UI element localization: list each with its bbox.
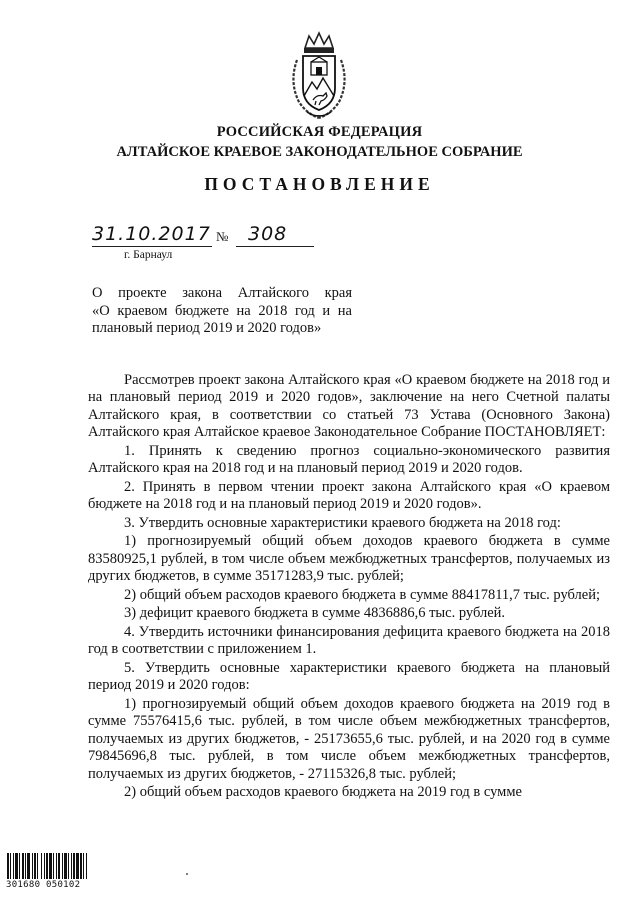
barcode-bars-icon (6, 853, 120, 879)
document-subject (92, 285, 352, 338)
document-title: ПОСТАНОВЛЕНИЕ (204, 174, 435, 194)
body-paragraph: 1. Принять к сведению прогноз социально-экономического развития Алтайского края на 2018 год и на плановый период 2019 и 2020 годов. (88, 442, 610, 477)
body-paragraph: 2. Принять в первом чтении проект закона Алтайского края «О краевом бюджете на 2018 год и на плановый период 2019 и 2020 годов». (88, 478, 610, 513)
body-paragraph: 2) общий объем расходов краевого бюджета в сумме 88417811,7 тыс. рублей; (124, 586, 601, 603)
date-number-row (92, 222, 332, 248)
handwritten-date: 31.10.2017 (92, 223, 211, 245)
assembly-heading: АЛТАЙСКОЕ КРАЕВОЕ ЗАКОНОДАТЕЛЬНОЕ СОБРАНИЕ (116, 144, 523, 160)
body-paragraph: Рассмотрев проект закона Алтайского края «О краевом бюджете на 2018 год и на плановый период 2019 и 2020 годов», заключение на него Счетной палаты Алтайского края, в соответствии со статьей 73 Устава (Основного Закона) Алтайского края Алтайское краевое Законодательное Собрание ПОСТАНОВЛЯЕТ: (88, 372, 610, 441)
body-paragraph: 1) прогнозируемый общий объем доходов краевого бюджета в сумме 83580925,1 рублей, в том числе объем межбюджетных трансфертов, получаемых из других бюджетов, в сумме 35171283,9 тыс. рублей; (88, 533, 610, 585)
document-body (88, 372, 610, 802)
body-paragraph: 3) дефицит краевого бюджета в сумме 4836886,6 тыс. рублей. (124, 605, 506, 622)
barcode (6, 853, 120, 891)
body-paragraph: 4. Утвердить источники финансирования дефицита краевого бюджета на 2018 год в соответствии с приложением 1. (88, 624, 610, 658)
city-label: г. Барнаул (124, 249, 173, 261)
coat-of-arms-emblem (283, 30, 355, 122)
subject-line: «О краевом бюджете на 2018 год и на (92, 302, 352, 319)
body-paragraph: 3. Утвердить основные характеристики краевого бюджета на 2018 год: (124, 514, 561, 531)
subject-line: плановый период 2019 и 2020 годов» (92, 320, 322, 336)
body-paragraph: 1) прогнозируемый общий объем доходов краевого бюджета на 2019 год в сумме 75576415,6 тыс. рублей, в том числе объем межбюджетных трансфертов, получаемых из других бюджетов, - 25173655,6 тыс. рублей, и на 2020 год в сумме 79845696,8 тыс. рублей, в том числе объем межбюджетных трансфертов, получаемых из других бюджетов, - 27115326,8 тыс. рублей; (88, 696, 610, 782)
country-heading: РОССИЙСКАЯ ФЕДЕРАЦИЯ (216, 124, 423, 140)
number-sign: № (216, 229, 229, 244)
subject-line: О проекте закона Алтайского края (92, 285, 352, 301)
scan-speck (186, 873, 188, 875)
handwritten-number: 308 (236, 222, 314, 247)
body-paragraph: 5. Утвердить основные характеристики краевого бюджета на плановый период 2019 и 2020 годов: (88, 660, 610, 694)
barcode-digits: 301680 050102 (6, 880, 81, 890)
body-paragraph: 2) общий объем расходов краевого бюджета на 2019 год в сумме (124, 784, 522, 801)
